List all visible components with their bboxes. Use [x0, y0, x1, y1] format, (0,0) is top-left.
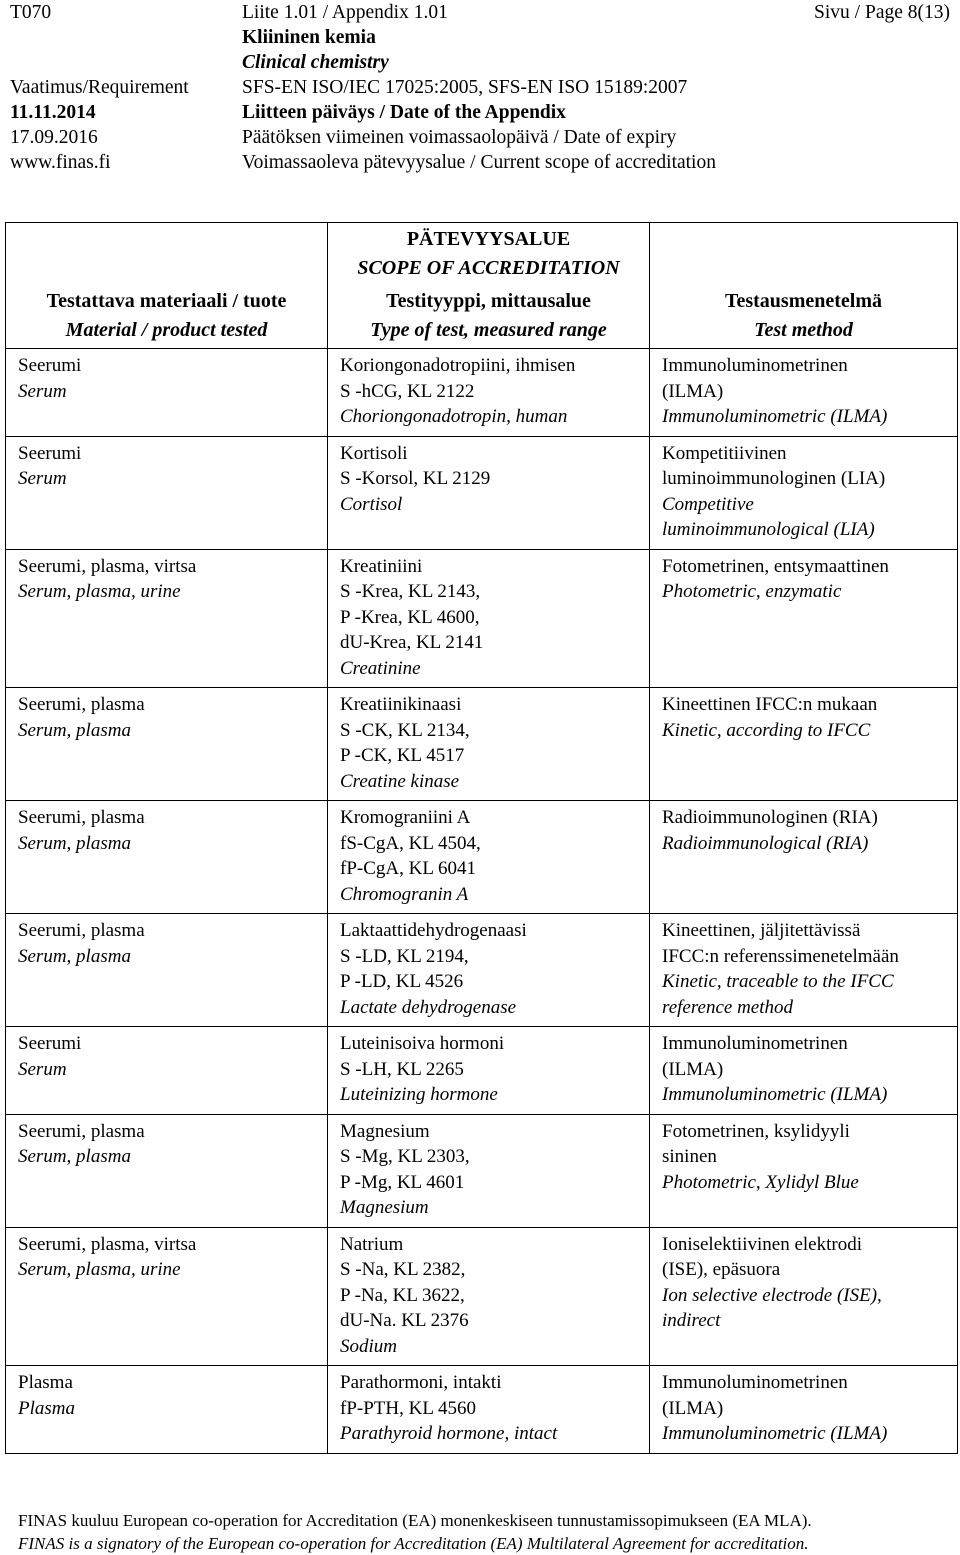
test-line: P -CK, KL 4517	[340, 745, 465, 766]
test-en: Parathyroid hormone, intact	[340, 1423, 558, 1444]
material-cell	[6, 1027, 328, 1115]
material-cell	[6, 349, 328, 437]
test-method-cell	[650, 801, 958, 914]
header-spacer-right	[650, 223, 958, 284]
test-method-cell	[650, 349, 958, 437]
test-line: Magnesium	[340, 1120, 430, 1142]
header-row	[10, 125, 950, 150]
test-line: P -LD, KL 4526	[340, 971, 464, 992]
scope-title-fi: PÄTEVYYSALUE	[406, 228, 571, 250]
method-line: Kineettinen IFCC:n mukaan	[662, 694, 878, 715]
material-fi: Seerumi, plasma, virtsa	[18, 1233, 197, 1255]
method-line: Immunoluminometrinen	[662, 355, 848, 376]
material-cell	[6, 1366, 328, 1454]
test-line: S -LH, KL 2265	[340, 1058, 464, 1080]
method-line: Fotometrinen, entsymaattinen	[662, 555, 889, 577]
test-line: Kortisoli	[340, 442, 408, 464]
method-en: Immunoluminometric (ILMA)	[662, 406, 888, 427]
test-en: Creatine kinase	[340, 770, 460, 792]
test-en: Cortisol	[340, 493, 403, 515]
test-type-cell	[328, 914, 650, 1027]
test-line: Koriongonadotropiini, ihmisen	[340, 355, 576, 376]
method-en: Photometric, Xylidyl Blue	[662, 1171, 859, 1193]
test-en: Lactate dehydrogenase	[340, 996, 517, 1018]
header-mid-text: Voimassaoleva pätevyysalue / Current scope of accreditation	[242, 152, 716, 173]
test-line: Luteinisoiva hormoni	[340, 1033, 505, 1054]
method-en: Competitive	[662, 493, 754, 515]
table-row	[6, 436, 958, 549]
material-cell	[6, 801, 328, 914]
test-line: fP-PTH, KL 4560	[340, 1397, 476, 1419]
test-line: S -Korsol, KL 2129	[340, 468, 491, 489]
table-row	[6, 549, 958, 688]
test-line: S -Krea, KL 2143,	[340, 581, 481, 602]
test-en: Magnesium	[340, 1197, 429, 1218]
test-line: S -CK, KL 2134,	[340, 719, 470, 741]
method-en: Kinetic, according to IFCC	[662, 719, 871, 741]
scope-table-body	[6, 349, 958, 1454]
test-en: Luteinizing hormone	[340, 1084, 498, 1105]
material-fi: Seerumi, plasma, virtsa	[18, 555, 197, 577]
document-header	[10, 0, 950, 175]
method-line: IFCC:n referenssimenetelmään	[662, 945, 899, 967]
header-left-text: Vaatimus/Requirement	[10, 77, 189, 98]
method-line: (ILMA)	[662, 1397, 724, 1419]
header-mid-text: Liite 1.01 / Appendix 1.01	[242, 2, 448, 23]
material-fi: Seerumi	[18, 1033, 82, 1054]
test-type-cell	[328, 1114, 650, 1227]
test-type-cell	[328, 436, 650, 549]
test-en: Sodium	[340, 1335, 397, 1357]
table-row	[6, 1027, 958, 1115]
header-row	[10, 75, 950, 100]
material-en: Serum, plasma	[18, 719, 131, 741]
test-line: S -Mg, KL 2303,	[340, 1146, 470, 1167]
test-line: Parathormoni, intakti	[340, 1372, 502, 1393]
test-method-cell	[650, 1114, 958, 1227]
test-method-cell	[650, 914, 958, 1027]
method-line: sininen	[662, 1146, 717, 1167]
test-line: fP-CgA, KL 6041	[340, 858, 476, 879]
footer	[18, 1509, 953, 1555]
material-en: Serum, plasma, urine	[18, 1259, 181, 1280]
test-en: Creatinine	[340, 657, 421, 679]
material-cell	[6, 914, 328, 1027]
material-cell	[6, 688, 328, 801]
test-en: Chromogranin A	[340, 883, 469, 905]
material-fi: Seerumi, plasma	[18, 1120, 145, 1142]
test-method-cell	[650, 688, 958, 801]
test-method-cell	[650, 1227, 958, 1366]
material-fi: Seerumi	[18, 442, 82, 464]
method-line: Kompetitiivinen	[662, 442, 787, 464]
method-line: Immunoluminometrinen	[662, 1033, 848, 1054]
scope-table	[5, 222, 958, 1454]
table-row	[6, 1366, 958, 1454]
method-en: luminoimmunological (LIA)	[662, 519, 875, 540]
method-line: (ILMA)	[662, 1058, 724, 1080]
table-row	[6, 1227, 958, 1366]
test-line: dU-Na. KL 2376	[340, 1310, 469, 1331]
method-en: Immunoluminometric (ILMA)	[662, 1084, 888, 1105]
column-header-test-type: Testityyppi, mittausalue Type of test, measured range	[328, 283, 650, 349]
test-type-cell	[328, 1366, 650, 1454]
header-left-text: T070	[10, 2, 52, 23]
footer-fi: FINAS kuuluu European co-operation for Accreditation (EA) monenkeskiseen tunnustamissopimukseen (EA MLA).	[18, 1511, 812, 1530]
test-line: Kreatiinikinaasi	[340, 694, 462, 715]
test-line: S -hCG, KL 2122	[340, 380, 475, 402]
header-row	[10, 100, 950, 125]
test-type-cell	[328, 1027, 650, 1115]
material-fi: Seerumi	[18, 355, 82, 376]
test-type-cell	[328, 1227, 650, 1366]
method-line: Kineettinen, jäljitettävissä	[662, 920, 861, 941]
scope-title	[328, 223, 650, 284]
header-mid-text: Clinical chemistry	[242, 52, 389, 73]
test-line: Kreatiniini	[340, 555, 423, 577]
material-en: Serum	[18, 468, 67, 489]
material-fi: Seerumi, plasma	[18, 694, 145, 715]
method-en: Kinetic, traceable to the IFCC	[662, 971, 894, 992]
test-line: S -Na, KL 2382,	[340, 1259, 466, 1280]
material-en: Serum	[18, 380, 67, 402]
material-en: Plasma	[18, 1397, 75, 1419]
table-row	[6, 349, 958, 437]
test-line: Kromograniini A	[340, 807, 471, 828]
column-header-test-method: Testausmenetelmä Test method	[650, 283, 958, 349]
table-row	[6, 801, 958, 914]
header-right-text: Sivu / Page 8(13)	[814, 2, 950, 23]
method-en: Ion selective electrode (ISE),	[662, 1284, 882, 1306]
test-type-cell	[328, 549, 650, 688]
method-en: indirect	[662, 1310, 721, 1331]
test-type-cell	[328, 801, 650, 914]
test-line: Natrium	[340, 1233, 404, 1255]
header-left-text: 11.11.2014	[10, 102, 96, 123]
material-fi: Plasma	[18, 1372, 73, 1393]
material-en: Serum, plasma	[18, 945, 131, 967]
method-line: (ISE), epäsuora	[662, 1259, 781, 1280]
column-header-material: Testattava materiaali / tuote Material / product tested	[6, 283, 328, 349]
header-row	[10, 50, 950, 75]
header-left-text[interactable]: www.finas.fi	[10, 152, 111, 173]
method-en: Immunoluminometric (ILMA)	[662, 1423, 888, 1444]
method-en: Radioimmunological (RIA)	[662, 832, 869, 854]
material-en: Serum, plasma	[18, 832, 131, 854]
header-row	[10, 150, 950, 175]
header-spacer-left	[6, 223, 328, 284]
test-method-cell	[650, 1366, 958, 1454]
test-line: Laktaattidehydrogenaasi	[340, 920, 527, 941]
header-mid-text: Kliininen kemia	[242, 27, 376, 48]
test-method-cell	[650, 436, 958, 549]
test-type-cell	[328, 688, 650, 801]
test-line: P -Na, KL 3622,	[340, 1284, 465, 1306]
header-mid-text: Päätöksen viimeinen voimassaolopäivä / Date of expiry	[242, 127, 677, 148]
test-method-cell	[650, 1027, 958, 1115]
test-line: P -Krea, KL 4600,	[340, 606, 480, 628]
test-type-cell	[328, 349, 650, 437]
material-en: Serum	[18, 1058, 67, 1080]
header-mid-text: SFS-EN ISO/IEC 17025:2005, SFS-EN ISO 15189:2007	[242, 77, 688, 98]
method-en: Photometric, enzymatic	[662, 581, 842, 602]
method-line: Radioimmunologinen (RIA)	[662, 807, 878, 828]
footer-en: FINAS is a signatory of the European co-operation for Accreditation (EA) Multilateral Agreement for accreditation.	[18, 1534, 809, 1553]
method-line: (ILMA)	[662, 380, 724, 402]
test-line: dU-Krea, KL 2141	[340, 632, 484, 653]
material-cell	[6, 436, 328, 549]
test-en: Choriongonadotropin, human	[340, 406, 568, 427]
test-line: P -Mg, KL 4601	[340, 1171, 465, 1193]
test-line: fS-CgA, KL 4504,	[340, 832, 481, 854]
method-line: luminoimmunologinen (LIA)	[662, 468, 886, 489]
method-en: reference method	[662, 996, 794, 1018]
method-line: Immunoluminometrinen	[662, 1372, 848, 1393]
test-line: S -LD, KL 2194,	[340, 945, 469, 967]
material-fi: Seerumi, plasma	[18, 920, 145, 941]
header-row	[10, 0, 950, 25]
test-method-cell	[650, 549, 958, 688]
material-cell	[6, 1227, 328, 1366]
material-en: Serum, plasma	[18, 1146, 131, 1167]
header-left-text: 17.09.2016	[10, 127, 98, 148]
table-row	[6, 688, 958, 801]
material-fi: Seerumi, plasma	[18, 807, 145, 828]
header-mid-text: Liitteen päiväys / Date of the Appendix	[242, 102, 566, 123]
material-en: Serum, plasma, urine	[18, 581, 181, 602]
header-row	[10, 25, 950, 50]
method-line: Fotometrinen, ksylidyyli	[662, 1120, 850, 1142]
scope-title-en: SCOPE OF ACCREDITATION	[357, 257, 620, 279]
method-line: Ioniselektiivinen elektrodi	[662, 1233, 862, 1255]
material-cell	[6, 1114, 328, 1227]
material-cell	[6, 549, 328, 688]
table-row	[6, 914, 958, 1027]
table-row	[6, 1114, 958, 1227]
